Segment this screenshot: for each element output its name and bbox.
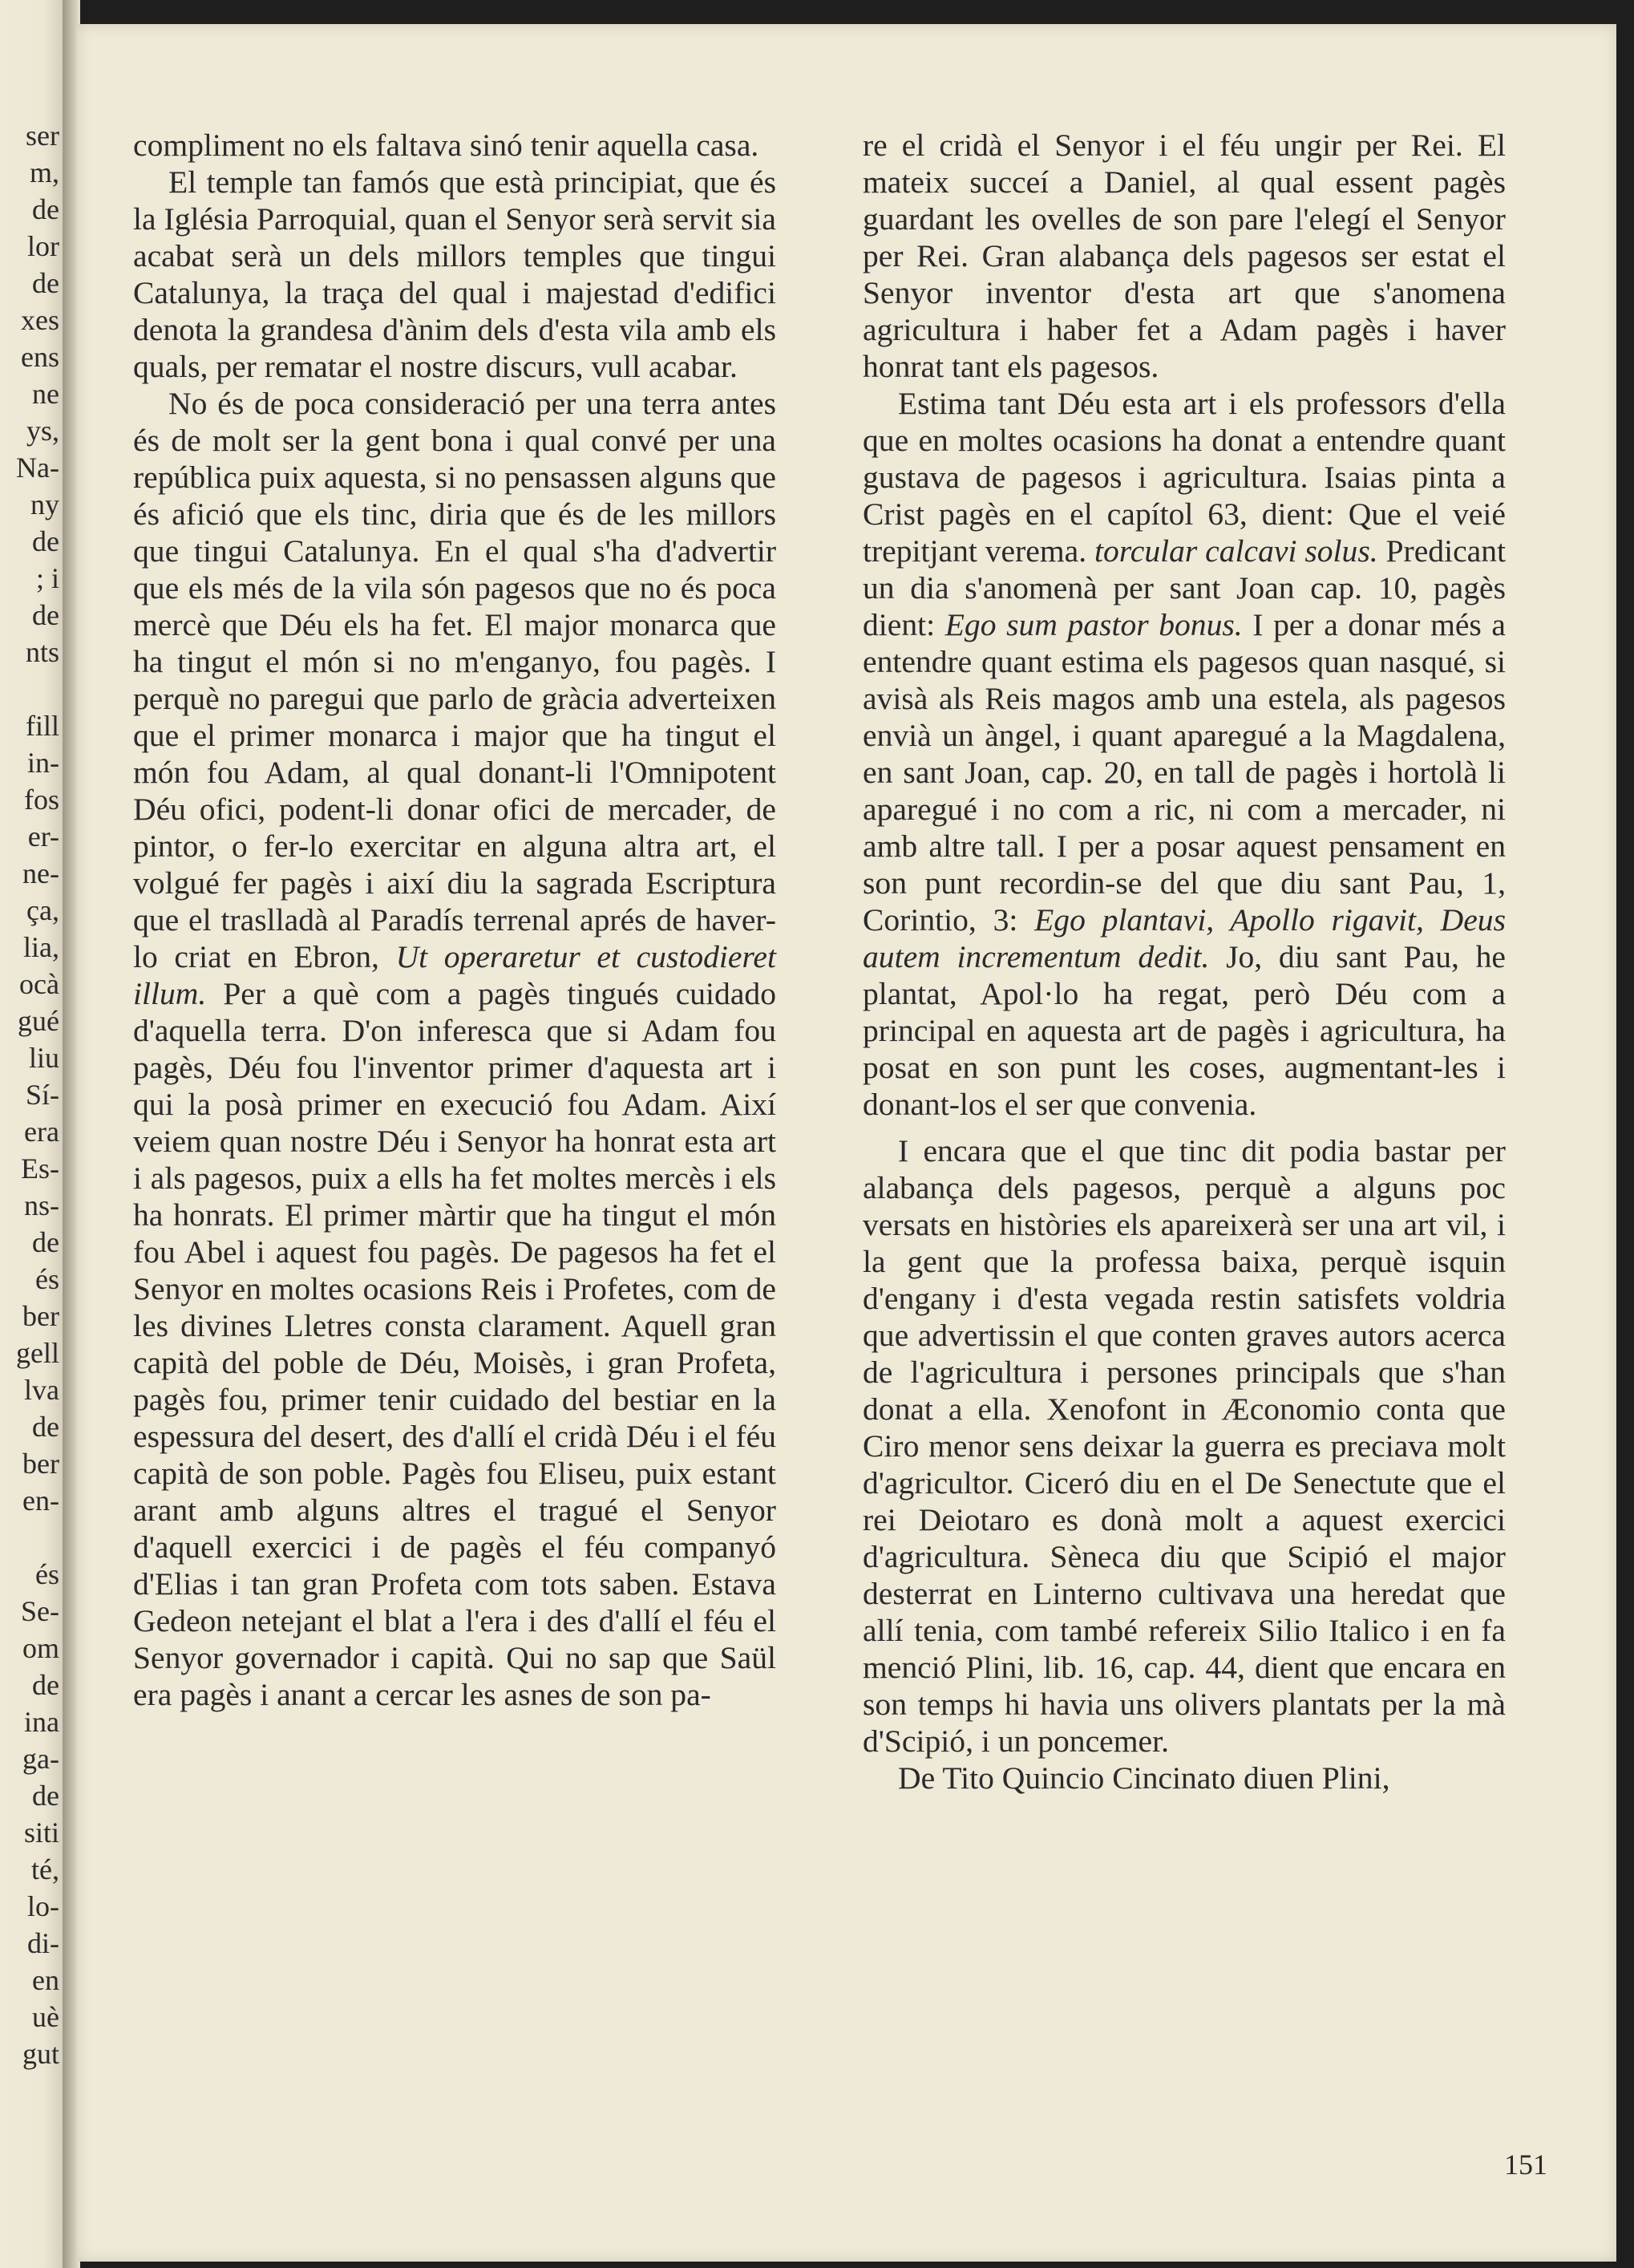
left-page-fragment: és [35, 1263, 59, 1295]
left-page-fragment: ocà [19, 968, 59, 1000]
left-page-fragment: de [32, 525, 59, 557]
left-page-fragment: Na- [16, 452, 59, 484]
paragraph-text: Predicant un dia s'anomenà per sant Joan cap. 10, pagès dient: [863, 533, 1507, 642]
left-page-fragment: er- [27, 820, 59, 853]
left-page-fragment: xes [21, 304, 59, 336]
text-column-right [863, 127, 1506, 1796]
left-page-fragment: de [32, 1669, 59, 1701]
text-column-left [133, 127, 776, 1713]
paragraph: El temple tan famós que està principiat, que és la Iglésia Parroquial, quan el Senyor serà servit sia acabat serà un dels millors temples que tingui Catalunya, la traça del qual i majestad d'edifici denota la grandesa d'ànim dels d'esta vila amb els quals, per rematar el nostre discurs, vull acabar. [133, 164, 776, 384]
left-page-fragment: ens [21, 341, 59, 373]
left-page-fragment: nts [25, 636, 59, 668]
right-binding-edge [1616, 32, 1634, 2268]
left-page-fragment: ; i [35, 562, 59, 594]
paragraph [863, 385, 1506, 1123]
paragraph-text: No és de poca consideració per una terra antes és de molt ser la gent bona i qual convé per una república puix aquesta, si no pensassen alguns que és afició que els tinc, diria que és de les millors que tingui Catalunya. En el qual s'ha d'advertir que els més de la vila són pagesos que no és poca mercè que Déu els ha fet. El major monarca que ha tingut el món si no m'enganyo, fou pagès. I perquè no paregui que parlo de gràcia adverteixen que el primer monarca i major que ha tingut el món fou Adam, al qual donant-li l'Omnipotent Déu ofici, podent-li donar ofici de mercader, de pintor, o fer-lo exercitar en alguna altra art, el volgué fer pagès i així diu la sagrada Escriptura que el traslladà al Paradís terrenal aprés de haver-lo criat en Ebron, [133, 386, 776, 974]
paragraph: re el cridà el Senyor i el féu ungir per Rei. El mateix succeí a Daniel, al qual essent pagès guardant les ovelles de son pare l'elegí el Senyor per Rei. Gran alabança dels pagesos ser estat el Senyor inventor d'esta art que s'anomena agricultura i haber fet a Adam pagès i haver honrat tant els pagesos. [863, 128, 1506, 384]
left-page-fragment: és [35, 1558, 59, 1590]
left-page-fragment: lor [27, 230, 59, 262]
left-page-fragment: ny [30, 488, 59, 520]
paragraph: I encara que el que tinc dit podia bastar per alabança dels pagesos, perquè a alguns poc versats en històries els apareixerà ser una art vil, i la gent que la professa baixa, perquè isquin d'engany i d'esta vegada restin satisfets voldria que advertissin el que conten graves autors acerca de l'agricultura i persones principals que s'han donat a ella. Xenofont in Æconomio conta que Ciro menor sens deixar la guerra es preciava molt d'agricultor. Ciceró diu en el De Senectute que el rei Deiotaro es donà molt a aquest exercici d'agricultura. Sèneca diu que Scipió el major desterrat en Linterno cultivava una heredat que allí tenia, com també refereix Silio Italico i en fa menció Plini, lib. 16, cap. 44, dient que encara en son temps hi havia uns olivers plantats per la mà d'Scipió, i un poncemer. [863, 1133, 1506, 1759]
latin-quote: Ego plantavi, Apollo rigavit, Deus autem incrementum dedit. [863, 902, 1507, 974]
left-page-fragment: ser [26, 119, 59, 152]
left-page-fragment: ne- [22, 857, 59, 889]
left-page-fragment: lia, [23, 931, 59, 963]
paragraph: De Tito Quincio Cincinato diuen Plini, [898, 1760, 1390, 1796]
left-page-fragment: gell [16, 1337, 59, 1369]
left-page-fragment: siti [23, 1816, 59, 1849]
paragraph-text: Estima tant Déu esta art i els professors d'ella que en moltes ocasions ha donat a entendre quant gustava de pagesos i agricultura. Isaias pinta a Crist pagès en el capítol 63, dient: Que el veié trepitjant verema. [863, 386, 1506, 569]
left-page-fragment: de [32, 599, 59, 631]
left-page-fragment: lva [24, 1374, 59, 1406]
left-page-fragment: ça, [26, 894, 59, 926]
left-page-fragment: gut [22, 2038, 59, 2070]
paragraph: compliment no els faltava sinó tenir aquella casa. [133, 128, 759, 163]
left-page-fragment: fos [24, 784, 59, 816]
paragraph [133, 385, 776, 1713]
left-page-fragment: ina [24, 1706, 59, 1738]
left-page-fragment: de [32, 1411, 59, 1443]
left-page-fragment: lo- [27, 1890, 59, 1922]
left-page-fragment: di- [27, 1927, 59, 1959]
left-page-fragment: ber [22, 1448, 59, 1480]
left-page-fragment: Sí- [25, 1079, 59, 1111]
left-page-fragment: en- [22, 1484, 59, 1517]
left-page-fragment: de [32, 267, 59, 299]
left-page-fragment: de [32, 1226, 59, 1258]
left-page-fragment: gué [18, 1005, 59, 1037]
page [77, 24, 1616, 2262]
left-page-fragment: liu [28, 1042, 59, 1074]
paragraph-text: Per a què com a pagès tingués cuidado d'aquella terra. D'on inferesca que si Adam fou pagès, Déu fou l'inventor primer d'aquesta art i qui la posà primer en execució fou Adam. Així veiem quan nostre Déu i Senyor ha honrat esta art i als pagesos, puix a ells ha fet moltes mercès i els ha honrats. El primer màrtir que ha tingut el món fou Abel i aquest fou pagès. De pagesos ha fet el Senyor en moltes ocasions Reis i Profetes, com de les divines Lletres consta clarament. Aquell gran capità del poble de Déu, Moisès, i gran Profeta, pagès fou, primer tenir cuidado del bestiar en la espessura del desert, des d'allí el cridà Déu i el féu capità de son poble. Pagès fou Eliseu, puix estant arant amb alguns altres el tragué el Senyor d'aquell exercici i de pagès el féu companyó d'Elias i tan gran Profeta com tots saben. Estava Gedeon netejant el blat a l'era i des d'allí el féu el Senyor governador i capità. Qui no sap que Saül era pagès i anant a cercar les asnes de son pa- [133, 976, 776, 1712]
left-page-fragment: en [32, 1964, 59, 1996]
paragraph-text: I per a donar més a entendre quant estima els pagesos quan nasqué, si avisà als Reis magos amb una estela, als pagesos envià un àngel, i quant aparegué a la Magdalena, en sant Joan, cap. 20, en tall de pagès i hortolà li aparegué i no com a ric, ni com a mercader, ni amb altre tall. I per a posar aquest pensament en son punt recordin-se del que diu sant Pau, 1, Corintio, 3: [863, 607, 1506, 938]
left-page-fragment: ys, [26, 415, 59, 447]
left-page-fragment: de [32, 193, 59, 225]
left-page-fragment: era [24, 1116, 59, 1148]
left-page-fragment: fill [26, 710, 59, 742]
left-facing-page-edge [0, 0, 63, 2268]
left-page-fragment: ga- [22, 1743, 59, 1775]
left-page-fragment: uè [32, 2001, 59, 2033]
left-page-fragment: ne [32, 378, 59, 410]
left-page-fragment: Es- [21, 1152, 59, 1185]
left-page-fragment: m, [29, 156, 59, 188]
latin-quote: Ut operaretur et custodieret illum. [133, 939, 776, 1011]
page-number: 151 [1504, 2149, 1547, 2181]
left-page-fragment: in- [27, 747, 59, 779]
left-page-fragment: Se- [21, 1595, 59, 1627]
left-page-fragment: de [32, 1780, 59, 1812]
left-page-fragment: ns- [24, 1189, 59, 1221]
left-page-fragment: om [22, 1632, 59, 1664]
paragraph-text: Jo, diu sant Pau, he plantat, Apol·lo ha regat, però Déu com a principal en aquesta art de pagès i agricultura, ha posat en son punt les coses, augmentant-les i donant-los el ser que convenia. [863, 939, 1506, 1122]
left-page-fragment: ber [22, 1300, 59, 1332]
left-page-fragment: té, [31, 1853, 59, 1885]
latin-quote: Ego sum pastor bonus. [944, 607, 1243, 642]
latin-quote: torcular calcavi solus. [1094, 533, 1378, 569]
